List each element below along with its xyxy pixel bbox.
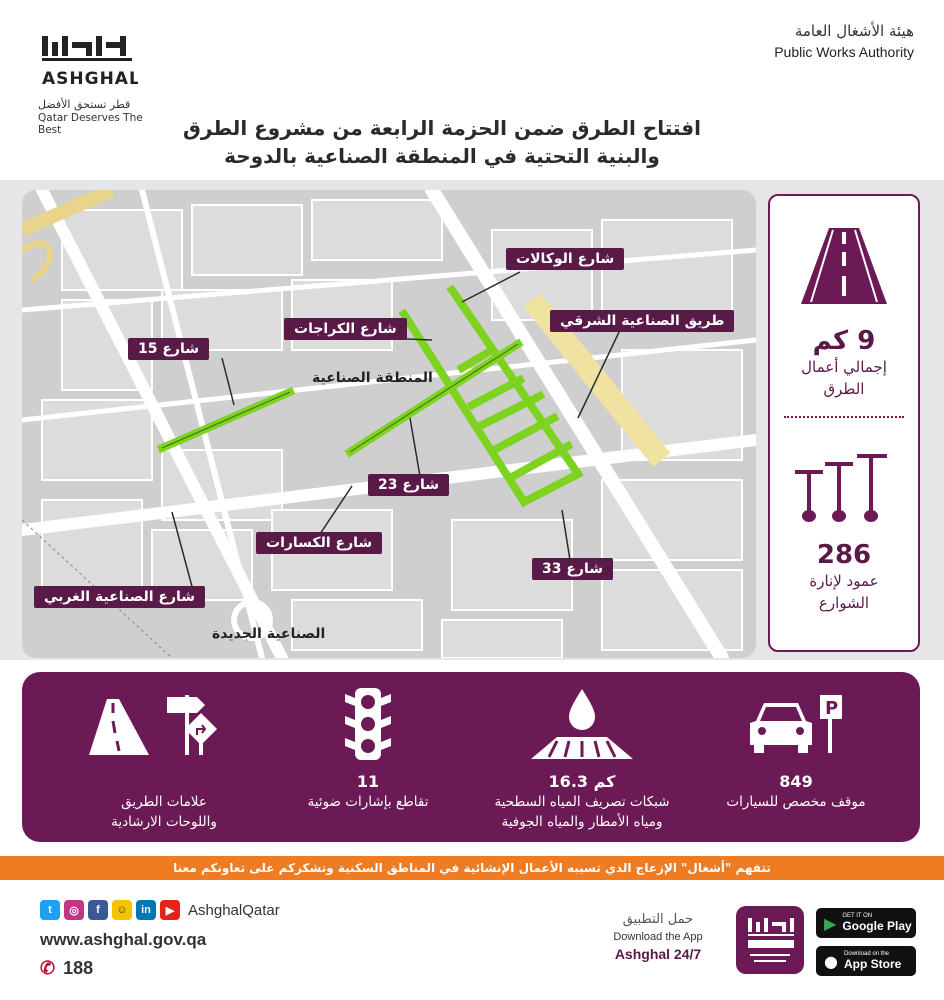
feature-drainage-label-2: ومياه الأمطار والمياه الجوفية xyxy=(501,814,663,830)
feature-parking-value: 849 xyxy=(779,772,813,791)
app-name: Ashghal 24/7 xyxy=(614,946,702,962)
authority-name-ar: هيئة الأشغال العامة xyxy=(794,22,914,40)
street-light-icon xyxy=(789,452,899,522)
feature-road-signs xyxy=(64,684,264,832)
google-play-label: Google Play xyxy=(842,919,912,933)
feature-road-signs-label-1: علامات الطريق xyxy=(121,794,207,810)
download-app-ar: حمل التطبيق xyxy=(622,912,694,927)
features-panel xyxy=(22,672,920,842)
callout-wakalat: شارع الوكالات xyxy=(506,248,624,270)
project-map xyxy=(22,190,756,658)
social-handle[interactable]: AshghalQatar xyxy=(188,901,280,919)
road-icon xyxy=(799,226,889,306)
drainage-icon xyxy=(527,687,637,761)
twitter-icon[interactable]: t xyxy=(40,900,60,920)
logo-tagline-en: Qatar Deserves The Best xyxy=(38,112,143,136)
title-line-2: والبنية التحتية في المنطقة الصناعية بالدوحة xyxy=(224,144,660,168)
app-store-label: App Store xyxy=(843,957,902,971)
ashghal-logo[interactable] xyxy=(38,34,148,136)
parking-icon xyxy=(746,691,846,757)
street-lights-value: 286 xyxy=(816,540,872,570)
callout-karajat: شارع الكراجات xyxy=(284,318,407,340)
area-industrial: المنطقة الصناعية xyxy=(312,370,433,386)
app-store-button[interactable] xyxy=(816,946,916,976)
callout-kassarat: شارع الكسارات xyxy=(256,532,382,554)
footer-contacts xyxy=(40,900,280,979)
street-lights-label-2: الشوارع xyxy=(818,594,870,612)
google-play-small-text: GET IT ON xyxy=(842,913,873,919)
title-line-1: افتتاح الطرق ضمن الحزمة الرابعة من مشروع الطرق xyxy=(183,116,701,140)
google-play-icon: ▶ xyxy=(824,913,837,933)
road-signs-icon xyxy=(89,689,239,759)
instagram-icon[interactable]: ◎ xyxy=(64,900,84,920)
traffic-light-icon xyxy=(343,686,393,762)
social-links xyxy=(40,900,280,920)
stats-panel xyxy=(768,194,920,652)
divider xyxy=(784,416,904,418)
ashghal-app-logo-icon xyxy=(736,906,804,974)
page-title xyxy=(160,114,724,170)
youtube-icon[interactable]: ▶ xyxy=(160,900,180,920)
area-new-industrial: الصناعية الجديدة xyxy=(212,626,326,642)
feature-traffic-signals-label: تقاطع بإشارات ضوئية xyxy=(307,794,429,810)
apple-icon: ● xyxy=(824,951,838,971)
feature-parking xyxy=(696,684,896,812)
feature-traffic-signals xyxy=(268,684,468,812)
roads-total-label-1: إجمالي أعمال xyxy=(801,358,887,376)
website-link[interactable]: www.ashghal.gov.qa xyxy=(40,930,207,949)
phone-number[interactable] xyxy=(40,958,280,979)
roads-total-label-2: الطرق xyxy=(823,380,865,398)
snapchat-icon[interactable]: ☺ xyxy=(112,900,132,920)
download-app-en: Download the App xyxy=(613,931,703,943)
svg-text:P: P xyxy=(825,698,839,719)
street-lights-label-1: عمود لإنارة xyxy=(809,572,879,590)
callout-east-industrial: طريق الصناعية الشرقي xyxy=(550,310,734,332)
svg-text:ASHGHAL: ASHGHAL xyxy=(42,69,138,89)
callout-street-23: شارع 23 xyxy=(368,474,449,496)
feature-road-signs-label-2: واللوحات الارشادية xyxy=(111,814,217,830)
phone-number-text: 188 xyxy=(63,958,94,978)
ashghal-app-icon[interactable] xyxy=(736,906,804,974)
feature-parking-label: موقف مخصص للسيارات xyxy=(726,794,866,810)
callout-street-15: شارع 15 xyxy=(128,338,209,360)
notice-bar: تتفهم "أشغال" الإزعاج الذي تسببه الأعمال الإنشائية في المناطق السكنية وتشكركم على تعاونكم معنا xyxy=(0,856,944,880)
callout-west-industrial: شارع الصناعية الغربي xyxy=(34,586,205,608)
logo-tagline-ar: قطر تستحق الأفضل xyxy=(38,98,131,111)
app-store-small-text: Download on the xyxy=(843,951,890,957)
facebook-icon[interactable]: f xyxy=(88,900,108,920)
authority-name-en: Public Works Authority xyxy=(774,44,914,60)
feature-traffic-signals-value: 11 xyxy=(356,772,380,791)
phone-icon: ✆ xyxy=(40,958,56,978)
feature-road-signs-value xyxy=(64,772,264,792)
feature-drainage-label-1: شبكات تصريف المياه السطحية xyxy=(494,794,670,810)
header xyxy=(0,0,944,178)
roads-total-value: 9 كم xyxy=(812,326,876,356)
feature-drainage xyxy=(482,684,682,832)
callout-street-33: شارع 33 xyxy=(532,558,613,580)
ashghal-logo-mark-icon xyxy=(38,34,138,90)
download-app-text xyxy=(590,912,726,962)
linkedin-icon[interactable]: in xyxy=(136,900,156,920)
authority-name xyxy=(774,22,914,60)
feature-drainage-value: 16.3 كم xyxy=(548,772,616,791)
google-play-button[interactable] xyxy=(816,908,916,938)
